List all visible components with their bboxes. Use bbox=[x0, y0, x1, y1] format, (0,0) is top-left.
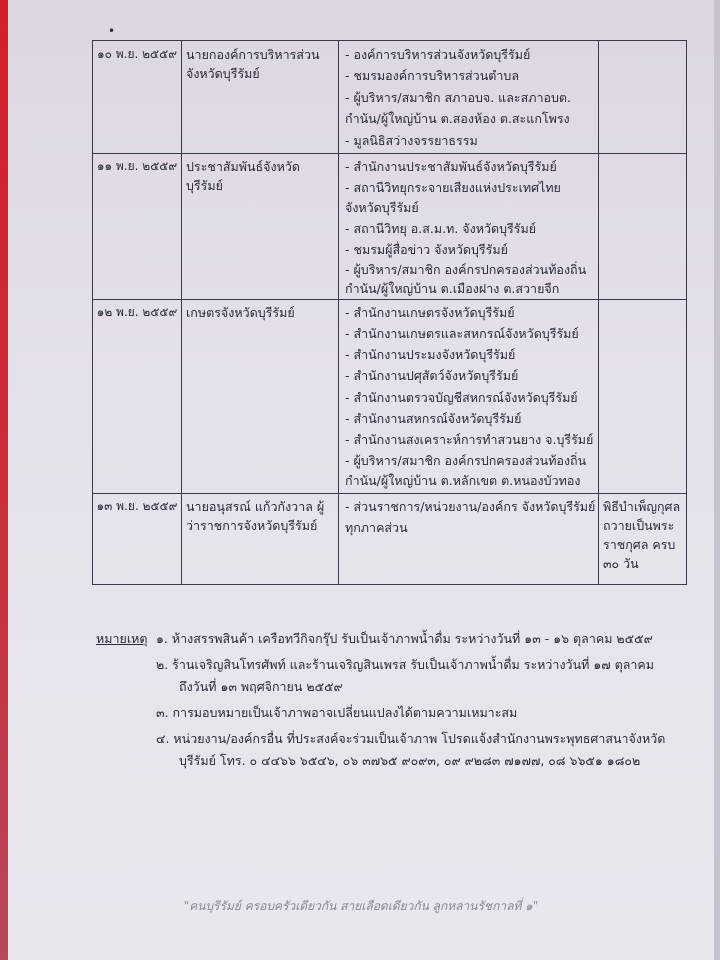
column-divider-host bbox=[338, 41, 339, 584]
remark-1: ๑. ห้างสรรพสินค้า เครือทวีกิจกรุ๊ป รับเป็นเจ้าภาพน้ำดื่ม ระหว่างวันที่ ๑๓ - ๑๖ ตุลาคม ๒๕๕๙ bbox=[156, 631, 653, 646]
row-2-item-4: - สถานีวิทยุ อ.ส.ม.ท. จังหวัดบุรีรัมย์ bbox=[345, 221, 537, 236]
row-1-item-1: - องค์การบริหารส่วนจังหวัดบุรีรัมย์ bbox=[345, 47, 531, 62]
row-divider-3 bbox=[93, 493, 686, 494]
row-2-item-2: - สถานีวิทยุกระจายเสียงแห่งประเทศไทย bbox=[345, 180, 561, 195]
row-2-host: ประชาสัมพันธ์จังหวัดบุรีรัมย์ bbox=[186, 159, 300, 193]
row-3-item-8: - ผู้บริหาร/สมาชิก องค์กรปกครองส่วนท้องถิ่น bbox=[345, 453, 587, 468]
row-2-item-3: จังหวัดบุรีรัมย์ bbox=[345, 200, 419, 215]
row-3-item-1: - สำนักงานเกษตรจังหวัดบุรีรัมย์ bbox=[345, 305, 515, 320]
remarks-label: หมายเหตุ bbox=[96, 631, 148, 646]
row-3-item-2: - สำนักงานเกษตรและสหกรณ์จังหวัดบุรีรัมย์ bbox=[345, 326, 579, 341]
remark-2-continued: ถึงวันที่ ๑๓ พฤศจิกายน ๒๕๕๙ bbox=[179, 679, 343, 694]
document-page bbox=[8, 0, 714, 960]
row-1-item-4: กำนัน/ผู้ใหญ่บ้าน ต.สองห้อง ต.สะแกโพรง bbox=[345, 111, 570, 126]
footer-slogan: "คนบุรีรัมย์ ครอบครัวเดียวกัน สายเลือดเดียวกัน ลูกหลานรัชกาลที่ ๑" bbox=[183, 899, 539, 913]
row-2-date: ๑๑ พ.ย. ๒๕๕๙ bbox=[96, 159, 178, 173]
row-3-date: ๑๒ พ.ย. ๒๕๕๙ bbox=[96, 305, 178, 319]
remark-4: ๔. หน่วยงาน/องค์กรอื่น ที่ประสงค์จะร่วมเป็นเจ้าภาพ โปรดแจ้งสำนักงานพระพุทธศาสนาจังหวัด bbox=[156, 731, 666, 746]
row-3-item-4: - สำนักงานปศุสัตว์จังหวัดบุรีรัมย์ bbox=[345, 368, 519, 383]
row-1-host: นายกองค์การบริหารส่วนจังหวัดบุรีรัมย์ bbox=[186, 47, 320, 81]
row-2-item-7: กำนัน/ผู้ใหญ่บ้าน ต.เมืองฝาง ต.สวายจีก bbox=[345, 281, 560, 296]
row-4-host: นายอนุสรณ์ แก้วกังวาล ผู้ว่าราชการจังหวัดบุรีรัมย์ bbox=[186, 499, 325, 533]
row-3-host: เกษตรจังหวัดบุรีรัมย์ bbox=[186, 305, 295, 320]
row-2-item-6: - ผู้บริหาร/สมาชิก องค์กรปกครองส่วนท้องถิ่น bbox=[345, 262, 587, 277]
remark-2: ๒. ร้านเจริญสินโทรศัพท์ และร้านเจริญสินเพรส รับเป็นเจ้าภาพน้ำดื่ม ระหว่างวันที่ ๑๗ ตุลาคม bbox=[156, 657, 655, 672]
row-4-note: พิธีบำเพ็ญกุศลถวายเป็นพระราชกุศล ครบ ๓๐ วัน bbox=[603, 499, 681, 571]
page-mark: • bbox=[108, 24, 116, 38]
row-3-item-3: - สำนักงานประมงจังหวัดบุรีรัมย์ bbox=[345, 347, 516, 362]
row-4-item-1: - ส่วนราชการ/หน่วยงาน/องค์กร จังหวัดบุรีรัมย์ bbox=[345, 499, 596, 514]
row-divider-1 bbox=[93, 153, 686, 154]
row-2-item-5: - ชมรมผู้สื่อข่าว จังหวัดบุรีรัมย์ bbox=[345, 242, 508, 257]
row-3-item-5: - สำนักงานตรวจบัญชีสหกรณ์จังหวัดบุรีรัมย์ bbox=[345, 390, 578, 405]
row-1-item-2: - ชมรมองค์การบริหารส่วนตำบล bbox=[345, 68, 519, 83]
row-1-item-5: - มูลนิธิสว่างจรรยาธรรม bbox=[345, 133, 478, 148]
row-divider-2 bbox=[93, 299, 686, 300]
remark-4-continued: บุรีรัมย์ โทร. ๐ ๔๔๖๖ ๖๕๔๖, ๐๖ ๓๗๖๕ ๙๐๙๓, ๐๙ ๙๒๘๓ ๗๑๗๗, ๐๘ ๖๖๕๑ ๑๘๐๒ bbox=[179, 753, 641, 768]
row-3-item-6: - สำนักงานสหกรณ์จังหวัดบุรีรัมย์ bbox=[345, 411, 522, 426]
row-4-item-2: ทุกภาคส่วน bbox=[345, 520, 408, 535]
column-divider-date bbox=[181, 41, 182, 584]
row-3-item-9: กำนัน/ผู้ใหญ่บ้าน ต.หลักเขต ต.หนองบัวทอง bbox=[345, 473, 581, 488]
schedule-table bbox=[92, 40, 687, 585]
row-2-item-1: - สำนักงานประชาสัมพันธ์จังหวัดบุรีรัมย์ bbox=[345, 159, 557, 174]
remark-3: ๓. การมอบหมายเป็นเจ้าภาพอาจเปลี่ยนแปลงได้ตามความเหมาะสม bbox=[156, 705, 518, 720]
row-1-date: ๑๐ พ.ย. ๒๕๕๙ bbox=[96, 47, 177, 61]
row-3-item-7: - สำนักงานสงเคราะห์การทำสวนยาง จ.บุรีรัมย์ bbox=[345, 432, 594, 447]
row-1-item-3: - ผู้บริหาร/สมาชิก สภาอบจ. และสภาอบต. bbox=[345, 90, 572, 105]
column-divider-items bbox=[598, 41, 599, 584]
row-4-date: ๑๓ พ.ย. ๒๕๕๙ bbox=[96, 499, 178, 513]
